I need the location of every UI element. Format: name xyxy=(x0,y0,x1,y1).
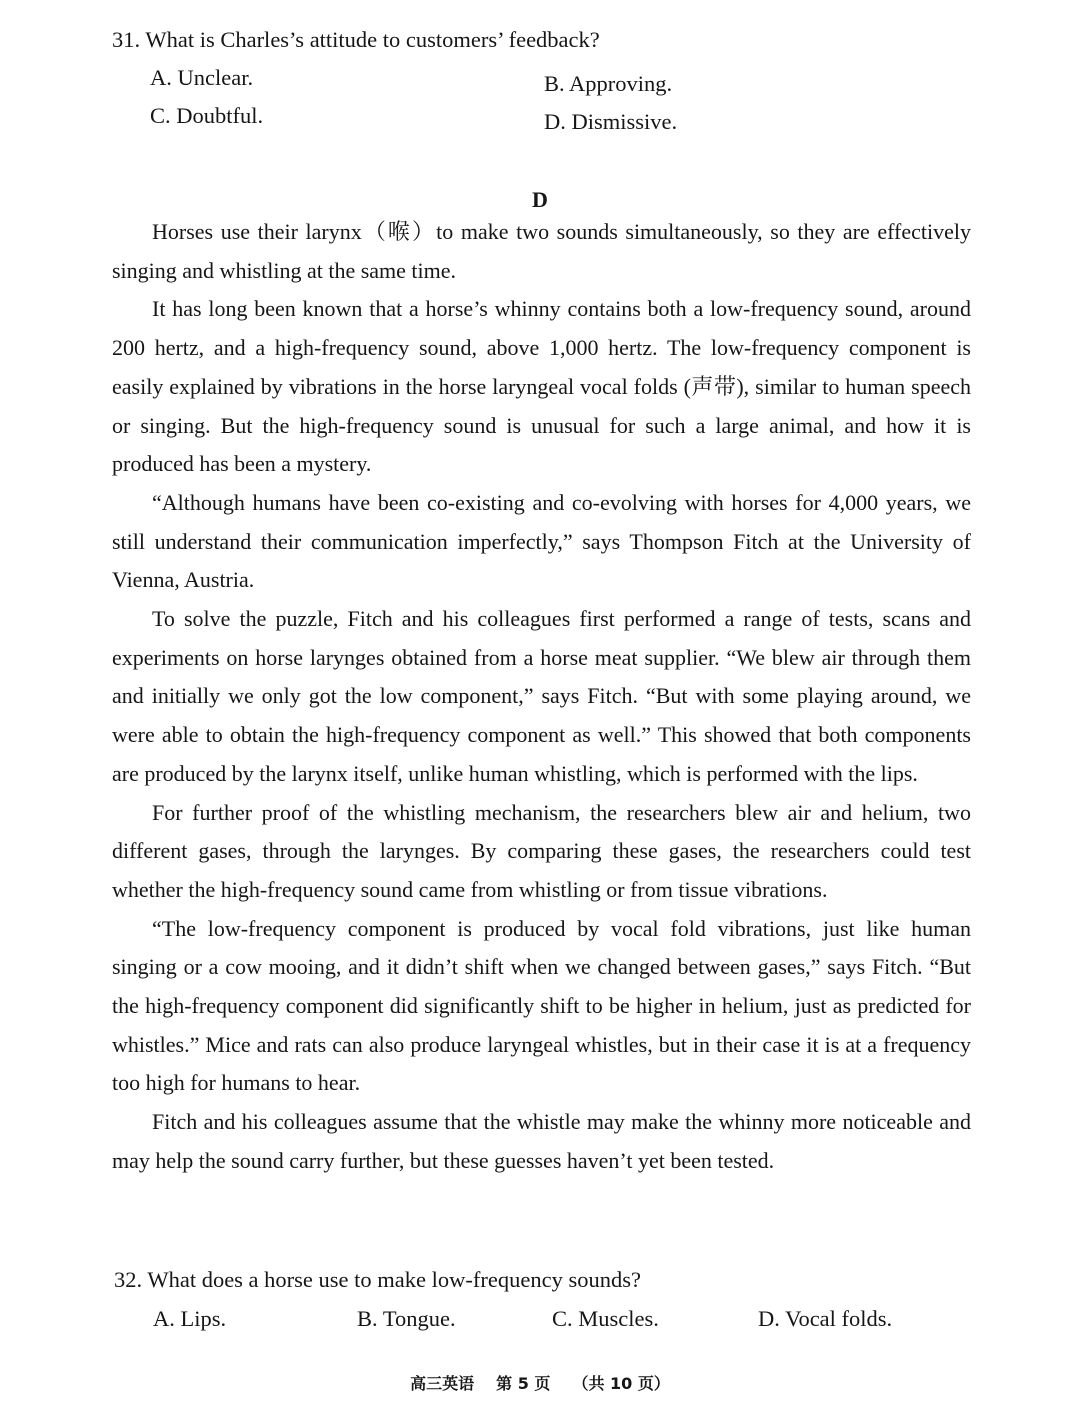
passage-paragraph: Horses use their larynx（喉）to make two sounds simultaneously, so they are effectively singing and whistling at the same time. xyxy=(112,219,971,283)
footer-subject: 高三英语 xyxy=(410,1374,475,1393)
question-32-option-a: A. Lips. xyxy=(153,1306,227,1331)
passage-paragraph: It has long been known that a horse’s whinny contains both a low-frequency sound, around 200 hertz, and a high-frequency sound, above 1,000 hertz. The low-frequency component is easily explained by vibrations in the horse laryngeal vocal folds (声带), similar to human speech or singing. But the high-frequency sound is unusual for such a large animal, and how it is produced has been a mystery. xyxy=(112,296,971,477)
question-31-option-b: B. Approving. xyxy=(544,71,673,96)
passage-paragraph: Fitch and his colleagues assume that the whistle may make the whinny more noticeable and may help the sound carry further, but these guesses haven’t yet been tested. xyxy=(112,1109,971,1173)
question-32-option-c: C. Muscles. xyxy=(552,1306,659,1331)
question-31-option-c: C. Doubtful. xyxy=(150,103,264,128)
footer-page-number: 第 5 页 xyxy=(496,1374,551,1393)
question-31-option-d: D. Dismissive. xyxy=(544,109,678,134)
question-32-option-b: B. Tongue. xyxy=(357,1306,456,1331)
passage-paragraph: “Although humans have been co-existing and co-evolving with horses for 4,000 years, we still understand their communication imperfectly,” says Thompson Fitch at the University of Vienna, Austria. xyxy=(112,489,971,593)
page-footer xyxy=(0,1372,1080,1396)
question-32-stem: 32. What does a horse use to make low-frequency sounds? xyxy=(114,1267,641,1292)
passage-paragraph: “The low-frequency component is produced by vocal fold vibrations, just like human singing or a cow mooing, and it didn’t shift when we changed between gases,” says Fitch. “But the high-frequency component did significantly shift to be higher in helium, just as predicted for whistles.” Mice and rats can also produce laryngeal whistles, but in their case it is at a frequency too high for humans to hear. xyxy=(112,915,971,1096)
question-31-option-a: A. Unclear. xyxy=(150,65,254,90)
footer-page-total: （共 10 页） xyxy=(572,1374,670,1393)
question-31-stem: 31. What is Charles’s attitude to customers’ feedback? xyxy=(112,27,600,52)
passage-paragraph: For further proof of the whistling mechanism, the researchers blew air and helium, two different gases, through the larynges. By comparing these gases, the researchers could test whether the high-frequency sound came from whistling or from tissue vibrations. xyxy=(112,799,971,902)
question-32-option-d: D. Vocal folds. xyxy=(758,1306,893,1331)
passage-paragraph: To solve the puzzle, Fitch and his colleagues first performed a range of tests, scans and experiments on horse larynges obtained from a horse meat supplier. “We blew air through them and initially we only got the low component,” says Fitch. “But with some playing around, we were able to obtain the high-frequency component as well.” This showed that both components are produced by the larynx itself, unlike human whistling, which is performed with the lips. xyxy=(112,606,971,786)
passage-section-title: D xyxy=(532,187,548,212)
reading-passage xyxy=(112,213,971,1181)
